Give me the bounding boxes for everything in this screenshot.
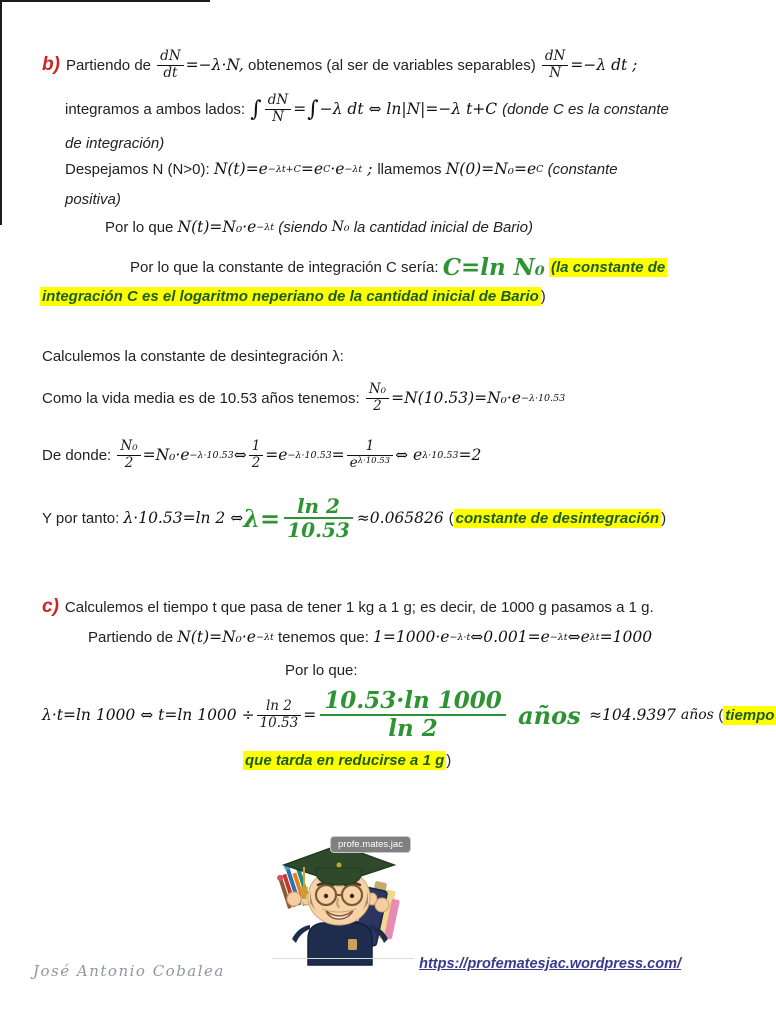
- exponent: λt: [589, 631, 600, 643]
- unit-italic: años: [680, 707, 719, 723]
- fraction-numerator: dN: [542, 49, 568, 66]
- formula-line-b5: [65, 191, 121, 208]
- fraction-1-2: [249, 439, 264, 471]
- exponent: −λt: [344, 163, 363, 175]
- exponent: −λt: [256, 221, 275, 233]
- fraction-denominator: 10.53: [287, 518, 350, 542]
- highlighted-note: que tarda en reducirse a 1 g: [245, 752, 445, 769]
- exponent: λ·10.53: [422, 449, 459, 461]
- note-text: de integración): [65, 135, 165, 152]
- math: λ·t=ln 1000 ⇔ t=ln 1000 ÷: [42, 706, 255, 724]
- por-lo-que-line: [285, 662, 358, 679]
- math: ≈0.065826: [356, 509, 449, 527]
- formula-line-c2: [88, 628, 652, 646]
- integral-sign: ∫: [250, 96, 262, 122]
- math: =−λ dt ;: [570, 56, 638, 74]
- fraction-denominator: 10.53: [259, 714, 299, 731]
- closing-paren: ): [446, 752, 452, 769]
- text: Y por tanto:: [42, 509, 124, 527]
- text: Por lo que la constante de integración C sería:: [130, 258, 443, 276]
- formula-line-b7: [130, 250, 667, 284]
- math: 1=1000·e: [373, 628, 450, 646]
- note-text: (donde C es la constante: [502, 100, 669, 118]
- highlighted-note: tiempo: [725, 706, 775, 724]
- fraction-numerator: dN: [265, 93, 291, 110]
- text: De donde:: [42, 446, 116, 464]
- math: ⇔e: [567, 628, 590, 646]
- math: =: [303, 706, 317, 724]
- fraction-dN-N: [542, 49, 568, 81]
- green-result-C: C=ln N₀: [442, 253, 545, 281]
- fraction-dN-dt: [157, 49, 183, 81]
- fraction-numerator: dN: [157, 49, 183, 66]
- fraction-denominator: [347, 456, 393, 472]
- green-fraction-result: [320, 688, 506, 742]
- green-unit-anos: años: [509, 700, 589, 730]
- text: integramos a ambos lados:: [65, 100, 250, 118]
- scan-edge-left: [0, 0, 2, 225]
- formula-line-b3: [65, 135, 164, 152]
- text: Partiendo de: [88, 628, 178, 646]
- fraction-denominator: N: [549, 64, 562, 81]
- exponent: −λt: [255, 631, 274, 643]
- text: Partiendo de: [65, 56, 156, 74]
- highlighted-note: integración C es el logaritmo neperiano de la cantidad inicial de Bario: [42, 288, 539, 305]
- math: ⇔: [233, 446, 247, 464]
- exponent: C: [323, 163, 331, 175]
- closing-paren: ): [540, 288, 546, 305]
- formula-line-b2: [65, 86, 669, 132]
- formula-line-b4: [65, 160, 618, 178]
- formula-line-b6: [105, 218, 533, 236]
- text: obtenemos (al ser de variables separables): [243, 56, 540, 74]
- math: λ·10.53=ln 2 ⇔: [123, 509, 244, 527]
- text: Calculemos la constante de desintegración λ:: [42, 348, 344, 365]
- math: ·e: [330, 160, 345, 178]
- section-b-label: b): [42, 54, 60, 75]
- green-fraction-ln2-1053: [284, 495, 353, 542]
- math: ;: [362, 160, 378, 178]
- author-signature: José Antonio Cobalea: [33, 962, 225, 980]
- fraction-1-over-e: [347, 439, 393, 471]
- formula-line-c5: [243, 751, 451, 770]
- fraction-ln2-1053: [257, 699, 302, 731]
- math: −λ dt ⇔ ln|N|=−λ t+C: [319, 100, 503, 118]
- text: Por lo que:: [285, 662, 358, 679]
- exponent: −λ·t: [449, 631, 471, 643]
- note-text: (constante: [543, 160, 618, 178]
- exponent: −λ·10.53: [287, 449, 332, 461]
- math: ⇔ e: [395, 446, 423, 464]
- math: =2: [458, 446, 482, 464]
- formula-line-l4: [42, 490, 666, 546]
- opening-paren: (: [448, 509, 454, 527]
- section-c-line: [42, 596, 654, 618]
- green-lambda-lhs: λ=: [243, 503, 281, 533]
- mascot-illustration: [270, 843, 410, 965]
- math: =1000: [599, 628, 653, 646]
- closing-paren: ): [661, 509, 667, 527]
- text: Por lo que: [105, 218, 178, 236]
- fraction-numerator: ln 2: [257, 699, 302, 716]
- note-text: (siendo: [274, 218, 332, 236]
- exponent: −λt: [549, 631, 568, 643]
- note-text: positiva): [65, 191, 121, 208]
- formula-line-l2: [42, 374, 565, 422]
- math: =e: [300, 160, 324, 178]
- math: N(0)=N₀=e: [445, 160, 537, 178]
- denominator-base: e: [349, 454, 358, 471]
- fraction-numerator: ln 2: [284, 495, 353, 519]
- math: N(t)=e: [213, 160, 268, 178]
- math: =: [293, 100, 307, 118]
- math: ⇔0.001=e: [470, 628, 550, 646]
- math: N(t)=N₀·e: [177, 218, 257, 236]
- blog-link[interactable]: https://profematesjac.wordpress.com/: [419, 956, 681, 972]
- math: =: [331, 446, 345, 464]
- math: ≈104.9397: [588, 706, 681, 724]
- fraction-numerator: N₀: [117, 439, 140, 456]
- fraction-denominator: 2: [373, 397, 382, 414]
- fraction-denominator: dt: [163, 64, 178, 81]
- highlighted-note: (la constante de: [551, 258, 666, 276]
- fraction-denominator: ln 2: [388, 715, 438, 742]
- scan-edge-top: [0, 0, 210, 2]
- math: N₀: [331, 219, 350, 235]
- mascot-shadow: [272, 958, 414, 959]
- fraction-denominator: 2: [251, 454, 261, 471]
- text: tenemos que:: [273, 628, 374, 646]
- text: llamemos: [377, 160, 446, 178]
- exponent: C: [536, 163, 544, 175]
- fraction-N0-2: [117, 439, 140, 471]
- exponent: −λ·10.53: [189, 449, 234, 461]
- section-c-label: c): [42, 596, 59, 617]
- exponent: −λt+C: [267, 163, 301, 175]
- fraction-numerator: 10.53·ln 1000: [320, 688, 506, 716]
- math: =−λ·N,: [185, 56, 244, 74]
- note-text: la cantidad inicial de Bario): [349, 218, 533, 236]
- formula-line-b8: [40, 287, 546, 306]
- fraction-denominator: 2: [124, 454, 134, 471]
- denominator-exponent: λ·10.53: [357, 455, 391, 466]
- mascot-badge: profe.mates.jac: [330, 836, 411, 853]
- highlighted-note: constante de desintegración: [455, 509, 660, 527]
- fraction-numerator: N₀: [366, 382, 389, 399]
- integral-sign: ∫: [307, 96, 319, 122]
- math: =N(10.53)=N₀·e: [391, 389, 521, 407]
- formula-line-b1: [42, 42, 637, 88]
- math: N(t)=N₀·e: [177, 628, 256, 646]
- math: =N₀·e: [142, 446, 190, 464]
- fraction-denominator: N: [272, 108, 284, 125]
- text: Como la vida media es de 10.53 años tenemos:: [42, 389, 364, 407]
- fraction-numerator: 1: [347, 439, 393, 456]
- opening-paren: (: [718, 706, 724, 724]
- text: Despejamos N (N>0):: [65, 160, 214, 178]
- formula-line-c4: [42, 679, 776, 751]
- formula-line-l3: [42, 429, 481, 481]
- exponent: −λ·10.53: [520, 392, 566, 404]
- fraction-dN-N: [265, 93, 291, 125]
- lambda-intro-line: [42, 348, 344, 365]
- fraction-N0-2: [366, 382, 389, 414]
- text: Calculemos el tiempo t que pasa de tener 1 kg a 1 g; es decir, de 1000 g pasamos a 1 g.: [64, 598, 654, 616]
- math: =e: [265, 446, 288, 464]
- fraction-numerator: 1: [249, 439, 264, 456]
